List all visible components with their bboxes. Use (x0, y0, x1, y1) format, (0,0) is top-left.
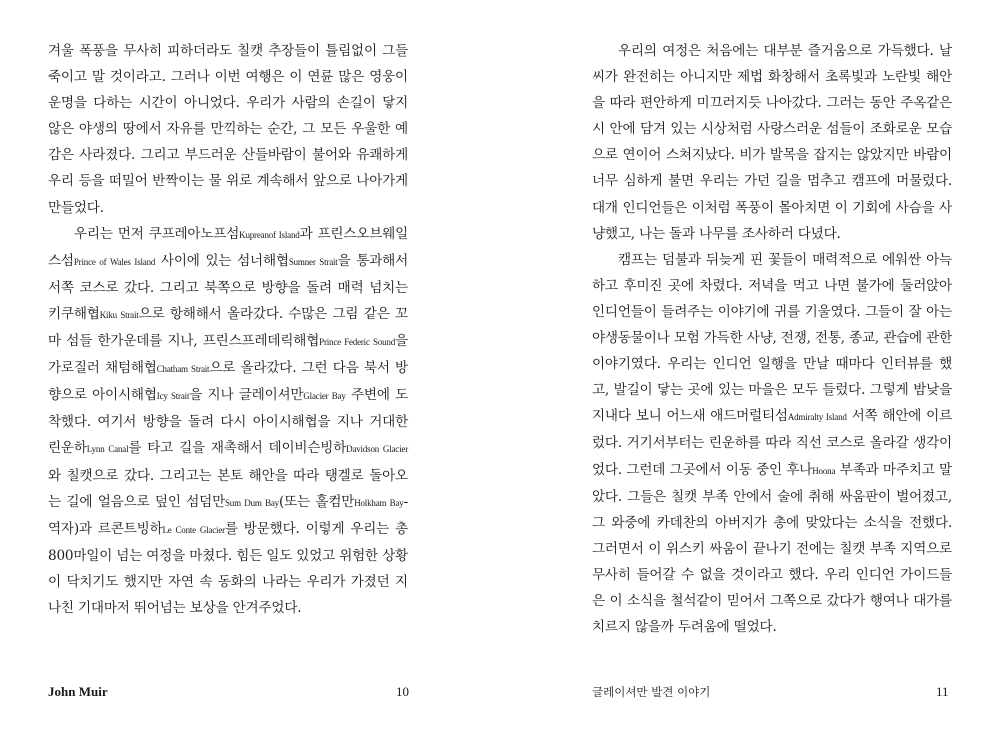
english-gloss: Lynn Canal (86, 444, 129, 455)
text-run: 을 지나 글레이셔만 (189, 387, 304, 404)
english-gloss: Kupreanof Island (239, 229, 300, 240)
english-gloss: Kiku Strait (99, 309, 139, 320)
english-gloss: Davidson Glacier (346, 444, 408, 455)
english-gloss: Icy Strait (156, 391, 190, 402)
english-gloss: Sumner Strait (288, 256, 338, 267)
text-run: (또는 홀컴만 (278, 493, 355, 510)
right-page-body (592, 38, 952, 640)
text-run: 를 방문했다. 이렇게 우리는 총 800마일이 넘는 여정을 마쳤다. 힘든 일도 있었고 위험한 상황이 닥치기도 했지만 자연 속 동화의 나라는 우리가 가졌던 지나친 기대마저 뛰어넘는 보상을 안겨주었다. (48, 520, 408, 616)
english-gloss: Hoona (812, 465, 836, 476)
text-run: 와 칠캣으로 갔다. 그리고는 본토 해안을 따라 탱겔로 돌아오는 길에 얼음으로 덮인 섬덤만 (48, 467, 408, 510)
english-gloss: Sum Dum Bay (225, 497, 279, 508)
english-gloss: Chatham Strait (156, 364, 210, 375)
english-gloss: Admiralty Island (787, 412, 847, 423)
english-gloss: Prince Federic Sound (319, 337, 396, 348)
page-number: 10 (396, 684, 409, 699)
text-run: 으로 올라갔다. 그런 다음 북서 방향으로 아이시해협 (48, 360, 408, 404)
text-run: 을 가로질러 채텀해협 (48, 333, 408, 377)
text-run: 과 프린스오브웨일스섬 (48, 225, 409, 269)
text-run: 을 통과해서 서쪽 코스로 갔다. 그리고 북쪽으로 방향을 돌려 매력 넘치는 키쿠해협 (48, 252, 408, 322)
running-head-author: John Muir (48, 684, 108, 699)
left-page-body (48, 38, 408, 621)
text-run: 으로 항해해서 올라갔다. 수많은 그림 같은 꼬마 섬들 한가운데를 지나, 프린스프레데릭해협 (48, 305, 408, 350)
running-head-chapter: 글레이셔만 발견 이야기 (592, 685, 711, 699)
text-run: 캠프는 덤불과 뒤늦게 핀 꽃들이 매력적으로 에워싼 아늑하고 후미진 곳에 차렸다. 저녁을 먹고 나면 불가에 둘러앉아 인디언들이 들려주는 이야기에 귀를 기울였다. 그들이 잘 아는 야생동물이나 모험 가득한 사냥, 전쟁, 전통, 종교, 관습에 관한 이야기였다. 우리는 인디언 일행을 만날 때마다 인터뷰를 했고, 발길이 닿는 곳에 있는 마을은 모두 들렀다. 그렇게 밤낮을 지내다 보니 어느새 애드머럴티섬 (592, 251, 952, 425)
text-run: 사이에 있는 섬너해협 (155, 252, 289, 269)
english-gloss: Glacier Bay (303, 391, 346, 402)
text-run: 주변에 도착했다. 여기서 방향을 돌려 다시 아이시해협을 지나 거대한 린운하 (48, 387, 409, 457)
text-run: 부족과 마주치고 말았다. 그들은 칠캣 부족 안에서 술에 취해 싸움판이 벌어졌고, 그 와중에 카데찬의 아버지가 총에 맞았다는 소식을 전했다. 그러면서 이 위스키 싸움이 끝나기 전에는 칠캣 부족 지역으로 무사히 들어갈 수 없을 것이라고 했다. 우리 인디언 가이드들은 이 소식을 철석같이 믿어서 그쪽으로 갔다가 행여나 대가를 치르지 않을까 두려움에 떨었다. (592, 461, 952, 636)
left-paragraph-1: 겨울 폭풍을 무사히 피하더라도 칠캣 추장들이 틀림없이 그들 죽이고 말 것이라고. 그러나 이번 여행은 이 연륜 많은 영웅이 운명을 다하는 시간이 아니었다. 우리가 사람의 손길이 닿지 않은 야생의 땅에서 자유를 만끽하는 순간, 그 모든 우울한 예감은 사라졌다. 그리고 부드러운 산들바람이 불어와 유쾌하게 우리 등을 떠밀어 반짝이는 물 위로 계속해서 앞으로 나아가게 만들었다. (48, 43, 408, 216)
text-run: 우리는 먼저 쿠프레아노프섬 (74, 225, 240, 242)
right-paragraph-2 (592, 247, 952, 640)
text-run: -역자)과 르콘트빙하 (48, 493, 408, 537)
text-run: 서쪽 해안에 이르렀다. 거기서부터는 린운하를 따라 직선 코스로 올라갈 생각이었다. 그런데 그곳에서 이동 중인 후나 (592, 408, 952, 478)
english-gloss: Holkham Bay (354, 497, 404, 508)
text-run: 를 타고 길을 재촉해서 데이비슨빙하 (128, 440, 347, 457)
page-number: 11 (936, 684, 949, 699)
right-page (592, 0, 952, 734)
right-paragraph-1: 우리의 여정은 처음에는 대부분 즐거움으로 가득했다. 날씨가 완전히는 아니지만 제법 화창해서 초록빛과 노란빛 해안을 따라 편안하게 미끄러지듯 나아갔다. 그러는 동안 주옥같은 시 안에 담겨 있는 시상처럼 사랑스러운 섬들이 조화로운 모습으로 연이어 스쳐지났다. 비가 발목을 잡지는 않았지만 바람이 너무 심하게 불면 우리는 가던 길을 멈추고 캠프에 머물렀다. 대개 인디언들은 이처럼 폭풍이 몰아치면 이 기회에 사슴을 사냥했고, 나는 돌과 나무를 조사하러 다녔다. (592, 43, 952, 242)
english-gloss: Le Conte Glacier (162, 524, 225, 535)
english-gloss: Prince of Wales Island (73, 256, 156, 267)
left-paragraph-2 (48, 221, 408, 621)
left-page (48, 0, 408, 734)
